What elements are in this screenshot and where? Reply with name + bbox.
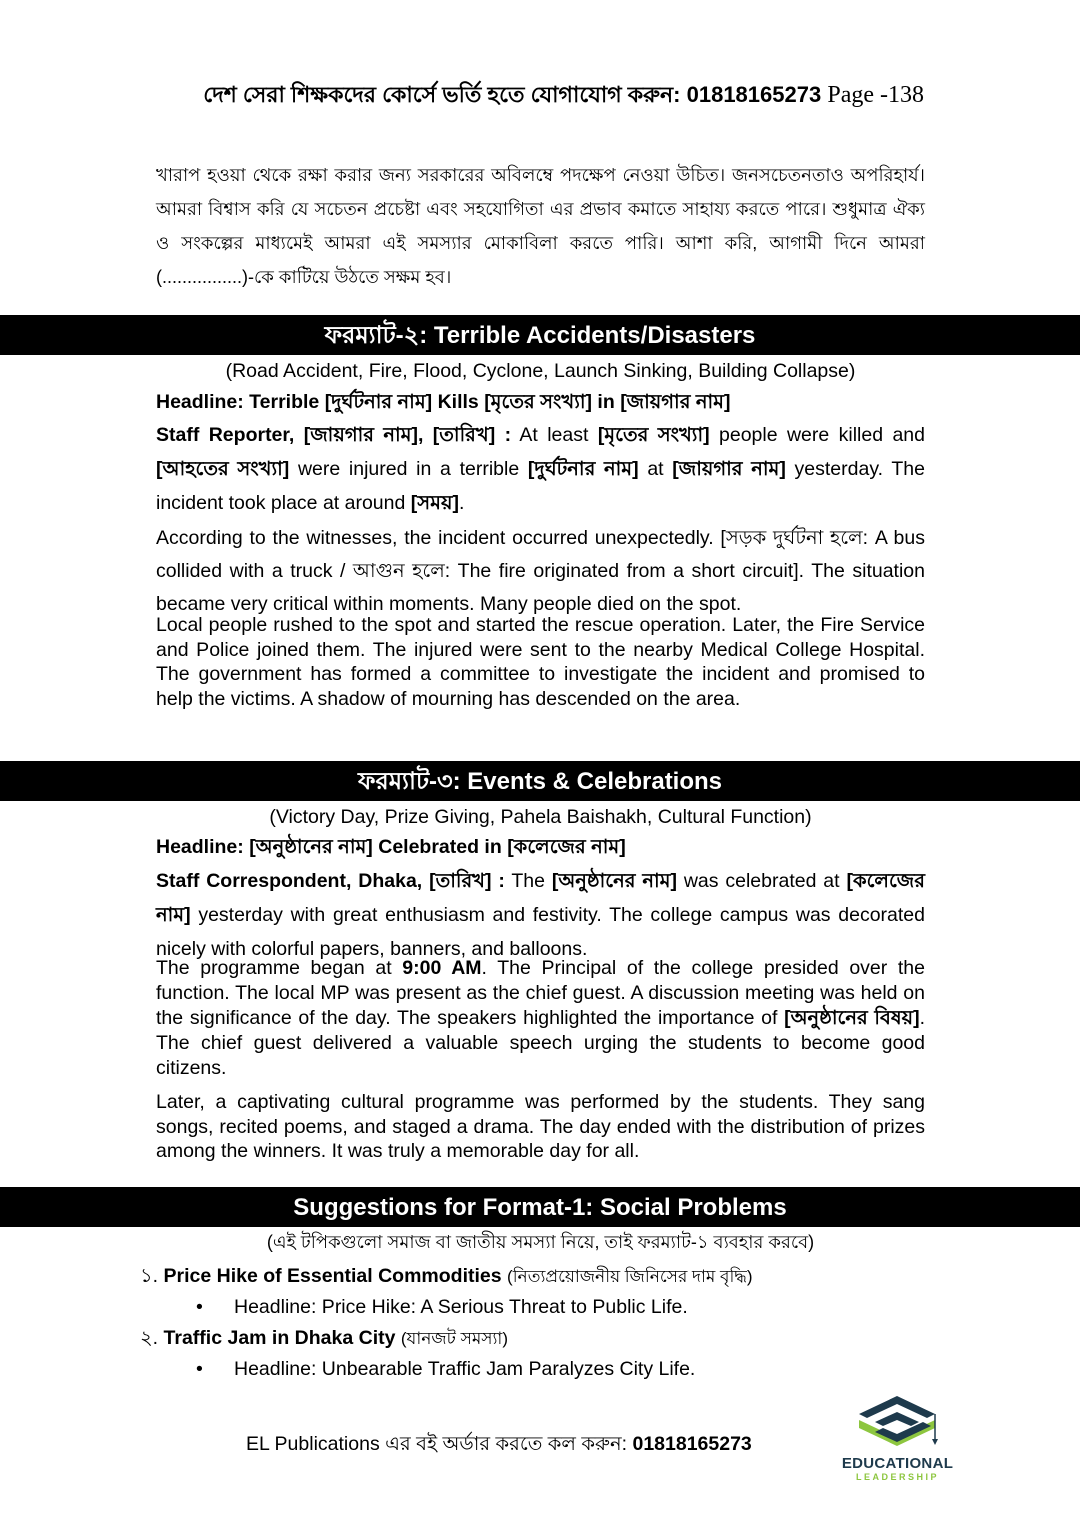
format2-body-2: Local people rushed to the spot and started the rescue operation. Later, the Fire Service and Police joined them. The injured were sent to the nearby Medical College Hospital. The government has formed a committee to investigate the incident and promised to help the victims. A shadow of mourning has descended on the area. xyxy=(156,614,925,710)
section-header-format3: ফরম্যাট-৩: Events & Celebrations xyxy=(0,761,1080,801)
list-item: ২. Traffic Jam in Dhaka City (যানজট সমস্যা) xyxy=(140,1327,509,1349)
format3-headline: Headline: [অনুষ্ঠানের নাম] Celebrated in [কলেজের নাম] xyxy=(156,836,626,858)
format3-body-2: Later, a captivating cultural programme was performed by the students. They sang songs, recited poems, and staged a drama. The day ended with the distribution of prizes among the winners. It was truly a memorable day for all. xyxy=(156,1091,925,1162)
educational-leadership-logo xyxy=(835,1392,960,1487)
footer-phone: 01818165273 xyxy=(632,1433,752,1455)
format3-dateline: Staff Correspondent, Dhaka, [তারিখ] : The [অনুষ্ঠানের নাম] was celebrated at [কলেজের নাম] yesterday with great enthusiasm and festivity. The college campus was decorated nicely with colorful papers, banners, and balloons. xyxy=(156,870,925,960)
suggestions-subtitle: (এই টপিকগুলো সমাজ বা জাতীয় সমস্যা নিয়ে, তাই ফরম্যাট-১ ব্যবহার করবে) xyxy=(266,1232,815,1252)
format2-dateline: Staff Reporter, [জায়গার নাম], [তারিখ] : At least [মৃতের সংখ্যা] people were killed and [আহতের সংখ্যা] were injured in a terrible [দুর্ঘটনার নাম] at [জায়গার নাম] yesterday. The incident took place at around [সময়]. xyxy=(156,424,925,514)
list-subitem: • Headline: Price Hike: A Serious Threat to Public Life. xyxy=(140,1292,940,1323)
format2-body-1: According to the witnesses, the incident occurred unexpectedly. [সড়ক দুর্ঘটনা হলে: A bus collided with a truck / আগুন হলে: The fire originated from a short circuit]. The situation became very critical within moments. Many people died on the spot. xyxy=(156,527,925,615)
section-header-suggestions: Suggestions for Format-1: Social Problems xyxy=(0,1187,1080,1227)
footer-contact: EL Publications এর বই অর্ডার করতে কল করুন: 01818165273 xyxy=(246,1433,752,1455)
format2-headline: Headline: Terrible [দুর্ঘটনার নাম] Kills [মৃতের সংখ্যা] in [জায়গার নাম] xyxy=(156,391,731,413)
bullet-icon: • xyxy=(196,1358,203,1380)
intro-paragraph: খারাপ হওয়া থেকে রক্ষা করার জন্য সরকারের অবিলম্বে পদক্ষেপ নেওয়া উচিত। জনসচেতনতাও অপরিহার্য। আমরা বিশ্বাস করি যে সচেতন প্রচেষ্টা এবং সহযোগিতা এর প্রভাব কমাতে সাহায্য করতে পারে। শুধুমাত্র ঐক্য ও সংকল্পের মাধ্যমেই আমরা এই সমস্যার মোকাবিলা করতে পারি। আশা করি, আগামী দিনে আমরা (................)-কে কাটিয়ে উঠতে সক্ষম হব। xyxy=(156,165,925,287)
logo-title: EDUCATIONAL xyxy=(841,1455,954,1472)
suggestions-list xyxy=(140,1261,940,1385)
contact-text: দেশ সেরা শিক্ষকদের কোর্সে ভর্তি হতে যোগাযোগ করুন: 01818165273 xyxy=(203,82,822,107)
bullet-icon: • xyxy=(196,1296,203,1318)
logo-subtitle: LEADERSHIP xyxy=(855,1472,939,1482)
section-header-format2: ফরম্যাট-২: Terrible Accidents/Disasters xyxy=(0,315,1080,355)
list-item: ১. Price Hike of Essential Commodities (নিত্যপ্রয়োজনীয় জিনিসের দাম বৃদ্ধি) xyxy=(140,1265,753,1287)
page-number: Page -138 xyxy=(827,82,924,108)
graduation-cap-logo-icon xyxy=(835,1392,960,1450)
list-subitem: • Headline: Unbearable Traffic Jam Paralyzes City Life. xyxy=(140,1354,940,1385)
format3-body-1: The programme began at 9:00 AM. The Principal of the college presided over the function. The local MP was present as the chief guest. A discussion meeting was held on the significance of the day. The speakers highlighted the importance of [অনুষ্ঠানের বিষয়]. The chief guest delivered a valuable speech urging the students to become good citizens. xyxy=(156,957,925,1079)
event-time: 9:00 AM xyxy=(402,957,482,979)
page-header xyxy=(0,78,924,115)
format2-subtitle: (Road Accident, Fire, Flood, Cyclone, Launch Sinking, Building Collapse) xyxy=(225,360,856,382)
format3-subtitle: (Victory Day, Prize Giving, Pahela Baishakh, Cultural Function) xyxy=(269,806,812,828)
